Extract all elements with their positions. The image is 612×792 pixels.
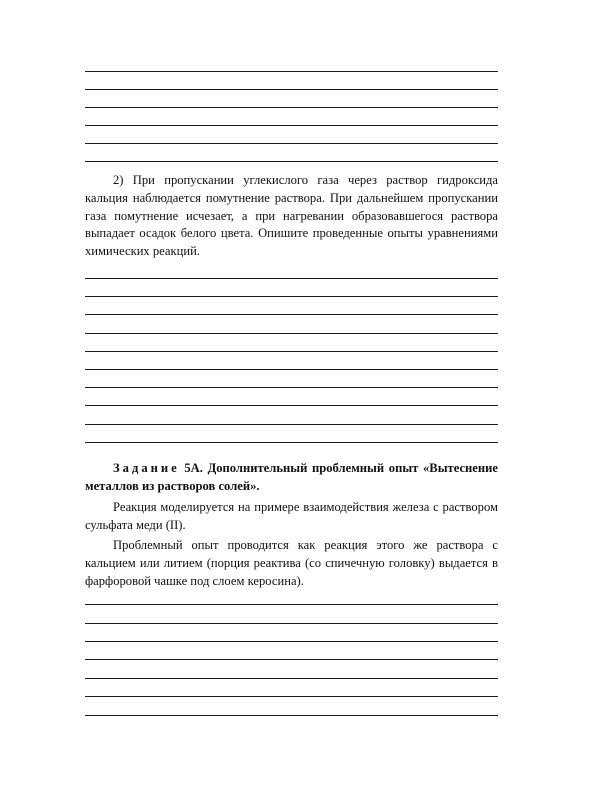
answer-line (85, 442, 498, 443)
task-label: Задание (113, 461, 180, 475)
answer-line (85, 161, 498, 162)
answer-line (85, 333, 498, 334)
answer-line (85, 351, 498, 352)
answer-line (85, 143, 498, 144)
answer-line (85, 278, 498, 279)
answer-line (85, 659, 498, 660)
task-5a-heading (85, 460, 498, 496)
answer-line (85, 89, 498, 90)
answer-line (85, 696, 498, 697)
answer-line (85, 369, 498, 370)
task-5a-reaction-text: Реакция моделируется на примере взаимодействия железа с раствором сульфата меди (II). (85, 500, 498, 532)
answer-line (85, 71, 498, 72)
answer-line (85, 125, 498, 126)
answer-line (85, 296, 498, 297)
answer-line (85, 604, 498, 605)
answer-line (85, 405, 498, 406)
section-2-text: 2) При пропускании углекислого газа через раствор гидроксида кальция наблюдается помутнение раствора. При дальнейшем пропускании газа помутнение исчезает, а при нагревании образовавшегося раствора выпадает осадок белого цвета. Опишите проведенные опыты уравнениями химических реакций. (85, 173, 498, 259)
answer-line (85, 424, 498, 425)
answer-line (85, 107, 498, 108)
answer-line (85, 623, 498, 624)
answer-line (85, 314, 498, 315)
answer-line (85, 641, 498, 642)
task-title: 5А. Дополнительный проблемный опыт «Вытеснение металлов из растворов солей». (85, 461, 498, 493)
answer-line (85, 678, 498, 679)
answer-line (85, 387, 498, 388)
task-5a-problem-text: Проблемный опыт проводится как реакция этого же раствора с кальцием или литием (порция реактива (со спичечную головку) выдается в фарфоровой чашке под слоем керосина). (85, 538, 498, 588)
answer-line (85, 715, 498, 716)
